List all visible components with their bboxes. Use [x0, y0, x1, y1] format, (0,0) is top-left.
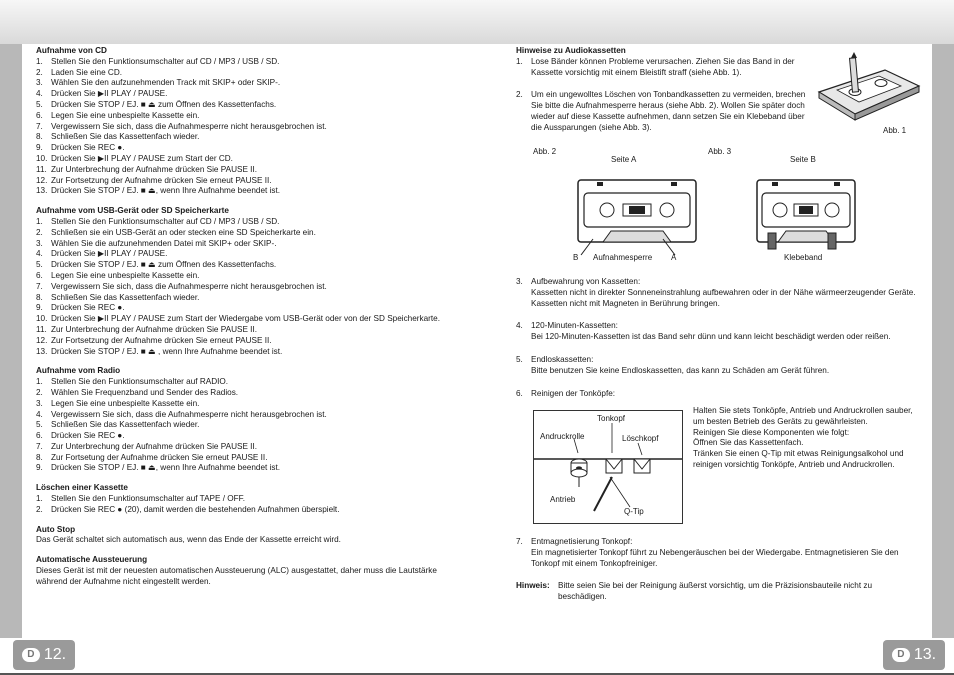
page-number-left [13, 640, 75, 670]
list-item: 1. Stellen Sie den Funktionsumschalter auf CD / MP3 / USB / SD. [36, 56, 280, 66]
section-text: Dieses Gerät ist mit der neuesten automatischen Aussteuerung (ALC) ausgestattet, daher muss die Lautstärke während der Aufnahme nicht eingestellt werden. [36, 566, 437, 586]
label-loschkopf: Löschkopf [622, 434, 659, 443]
list-item: 10. Drücken Sie ▶II PLAY / PAUSE zum Start der Wiedergabe vom USB-Gerät oder von der SD Speicherkarte. [36, 314, 440, 324]
right-margin-bar [932, 44, 954, 638]
list-item: 2. Wählen Sie Frequenzband und Sender des Radios. [36, 387, 239, 397]
cd-steps [36, 57, 466, 197]
list-item: 1. Stellen Sie den Funktionsumschalter auf CD / MP3 / USB / SD. [36, 216, 280, 226]
hint-list [516, 355, 921, 377]
section-title: Aufnahme von CD [36, 46, 107, 55]
list-item: 6. Legen Sie eine unbespielte Kassette ein. [36, 110, 200, 120]
language-badge: D [892, 648, 910, 662]
list-item: 9. Drücken Sie REC ●. [36, 143, 125, 153]
label-aufnahmesperre: Aufnahmesperre [593, 253, 653, 262]
cassette-pencil-illustration [815, 52, 925, 124]
list-item: 10. Drücken Sie ▶II PLAY / PAUSE zum Start der CD. [36, 153, 233, 163]
list-item: 2. Um ein ungewolltes Löschen von Tonbandkassetten zu vermeiden, brechen Sie bitte die Aufnahmesperre heraus (siehe Abb. 2). Wollen Sie später doch wieder auf diese Kassette aufnehmen, dann setzen Sie ein Klebeband über die Aussparungen (siehe Abb. 3). [516, 90, 806, 132]
head-cleaning-illustration [534, 411, 682, 523]
note: Hinweis: Bitte seien Sie bei der Reinigung äußerst vorsichtig, um die Präzisionsbauteile nicht zu beschädigen. [516, 581, 873, 602]
left-margin-bar [0, 44, 22, 638]
instruction-line: Reinigen Sie diese Komponenten wie folgt: [693, 427, 850, 437]
list-item: 11. Zur Unterbrechung der Aufnahme drücken Sie PAUSE II. [36, 324, 258, 334]
section-title: Hinweise zu Audiokassetten [516, 46, 626, 55]
list-item: 3. Wählen Sie die aufzunehmenden Datei mit SKIP+ oder SKIP-. [36, 238, 277, 248]
list-item: 7. Vergewissern Sie sich, dass die Aufnahmesperre nicht herausgebrochen ist. [36, 121, 327, 131]
figure-caption: Abb. 1 [883, 126, 907, 135]
list-item: 8. Zur Fortsetung der Aufnahme drücken Sie erneut PAUSE II. [36, 452, 268, 462]
list-item: 12. Zur Fortsetzung der Aufnahme drücken Sie erneut PAUSE II. [36, 335, 272, 345]
list-item: 1. Lose Bänder können Probleme verursachen. Ziehen Sie das Band in der Kassette vorsichtig mit einem Bleistift straff (siehe Abb. 1). [516, 56, 795, 77]
list-item: 3. Aufbewahrung von Kassetten: Kassetten nicht in direkter Sonneneinstrahlung aufbewahren oder in der Nähe wärmeerzeugender Geräte. Kassetten nicht mit Magneten in Berührung bringen. [516, 277, 916, 308]
erase-steps [36, 494, 466, 516]
list-item: 6. Drücken Sie REC ●. [36, 431, 125, 441]
hint-list [516, 537, 921, 569]
figure-3 [708, 147, 868, 265]
hint-list [516, 277, 921, 309]
head-cleaning-figure [533, 410, 683, 524]
list-item: 5. Schließen Sie das Kassettenfach wieder. [36, 420, 200, 430]
hint-list [516, 389, 921, 400]
list-item: 1. Stellen Sie den Funktionsumschalter auf RADIO. [36, 377, 229, 387]
list-item: 6. Reinigen der Tonköpfe: [516, 388, 616, 398]
hint-list [516, 321, 921, 343]
label-tonkopf: Tonkopf [597, 414, 626, 423]
list-item: 6. Legen Sie eine unbespielte Kassette ein. [36, 270, 200, 280]
radio-steps [36, 377, 466, 474]
instruction-line: Halten Sie stets Tonköpfe, Antrieb und Andruckrollen sauber, um besten Betrieb des Geräts zu gewährleisten. [693, 406, 913, 426]
list-item: 4. Drücken Sie ▶II PLAY / PAUSE. [36, 249, 168, 259]
instruction-line: Öffnen Sie das Kassettenfach. [693, 438, 804, 448]
list-item: 3. Wählen Sie den aufzunehmenden Track mit SKIP+ oder SKIP-. [36, 78, 281, 88]
list-item: 7. Zur Unterbrechung der Aufnahme drücken Sie PAUSE II. [36, 441, 258, 451]
list-item: 9. Drücken Sie STOP / EJ. ■ ⏏, wenn Ihre Aufnahme beendet ist. [36, 463, 281, 473]
list-item: 5. Endloskassetten: Bitte benutzen Sie keine Endloskassetten, das kann zu Schäden am Gerät führen. [516, 354, 830, 375]
page-number-right [883, 640, 945, 670]
instruction-line: Tränken Sie einen Q-Tip mit etwas Reinigungsalkohol und reinigen vorsichtig Tonköpfe, Antrieb und Andruckrollen. [693, 449, 904, 469]
list-item: 2. Drücken Sie REC ● (20), damit werden die bestehenden Aufnahmen überspielt. [36, 504, 340, 514]
section-title: Aufnahme vom Radio [36, 366, 121, 376]
list-item: 4. Vergewissern Sie sich, dass die Aufnahmesperre nicht herausgebrochen ist. [36, 409, 327, 419]
label-klebeband: Klebeband [784, 253, 823, 262]
cleaning-instructions [693, 406, 918, 471]
list-item: 13. Drücken Sie STOP / EJ. ■ ⏏ , wenn Ihre Aufnahme beendet ist. [36, 346, 283, 356]
section-text: Das Gerät schaltet sich automatisch aus, wenn das Ende der Kassette erreicht wird. [36, 535, 341, 545]
list-item: 4. 120-Minuten-Kassetten: Bei 120-Minuten-Kassetten ist das Band sehr dünn und kann leicht beschädigt werden oder reißen. [516, 321, 891, 342]
figure-2 [533, 147, 703, 265]
list-item: 2. Schließen sie ein USB-Gerät an oder stecken eine SD Speicherkarte ein. [36, 227, 316, 237]
list-item: 5. Drücken Sie STOP / EJ. ■ ⏏ zum Öffnen des Kassettenfachs. [36, 260, 277, 270]
list-item: 8. Schließen Sie das Kassettenfach wieder. [36, 132, 200, 142]
list-item: 1. Stellen Sie den Funktionsumschalter auf TAPE / OFF. [36, 494, 246, 504]
label-andruckrolle: Andruckrolle [540, 432, 585, 441]
list-item: 7. Vergewissern Sie sich, dass die Aufnahmesperre nicht herausgebrochen ist. [36, 281, 327, 291]
label-qtip: Q-Tip [624, 507, 644, 516]
figure-caption: Abb. 3 [708, 147, 732, 156]
list-item: 3. Legen Sie eine unbespielte Kassette ein. [36, 398, 200, 408]
list-item: 5. Drücken Sie STOP / EJ. ■ ⏏ zum Öffnen des Kassettenfachs. [36, 99, 277, 109]
header-bar [0, 0, 954, 44]
right-column-bottom [516, 537, 921, 603]
figure-caption: Abb. 2 [533, 147, 557, 156]
list-item: 7. Entmagnetisierung Tonkopf: Ein magnetisierter Tonkopf führt zu Nebengeräuschen bei der Wiedergabe. Entmagnetisieren Sie den Tonkopf mit einem Tonkopfreiniger. [516, 537, 899, 568]
right-column-lower [516, 277, 921, 399]
figure-1 [815, 52, 925, 142]
list-item: 11. Zur Unterbrechung der Aufnahme drücken Sie PAUSE II. [36, 164, 258, 174]
section-title: Löschen einer Kassette [36, 483, 128, 493]
page-number-text: 12. [43, 646, 67, 663]
list-item: 13. Drücken Sie STOP / EJ. ■ ⏏, wenn Ihre Aufnahme beendet ist. [36, 186, 281, 196]
section-title: Auto Stop [36, 524, 76, 534]
list-item: 4. Drücken Sie ▶II PLAY / PAUSE. [36, 89, 168, 99]
list-item: 8. Schließen Sie das Kassettenfach wieder. [36, 292, 200, 302]
label-b: B [573, 253, 579, 262]
section-title: Aufnahme vom USB-Gerät oder SD Speicherkarte [36, 206, 229, 216]
left-column [36, 46, 466, 588]
section-title: Automatische Aussteuerung [36, 555, 148, 565]
label-a: A [671, 253, 677, 262]
list-item: 2. Laden Sie eine CD. [36, 67, 123, 77]
label-antrieb: Antrieb [550, 495, 576, 504]
usb-steps [36, 217, 466, 357]
side-label: Seite B [790, 155, 816, 164]
language-badge: D [22, 648, 40, 662]
list-item: 9. Drücken Sie REC ●. [36, 303, 125, 313]
tape-markers [708, 231, 868, 255]
page-number-text: 13. [913, 646, 937, 663]
list-item: 12. Zur Fortsetzung der Aufnahme drücken Sie erneut PAUSE II. [36, 175, 272, 185]
side-label: Seite A [611, 155, 637, 164]
